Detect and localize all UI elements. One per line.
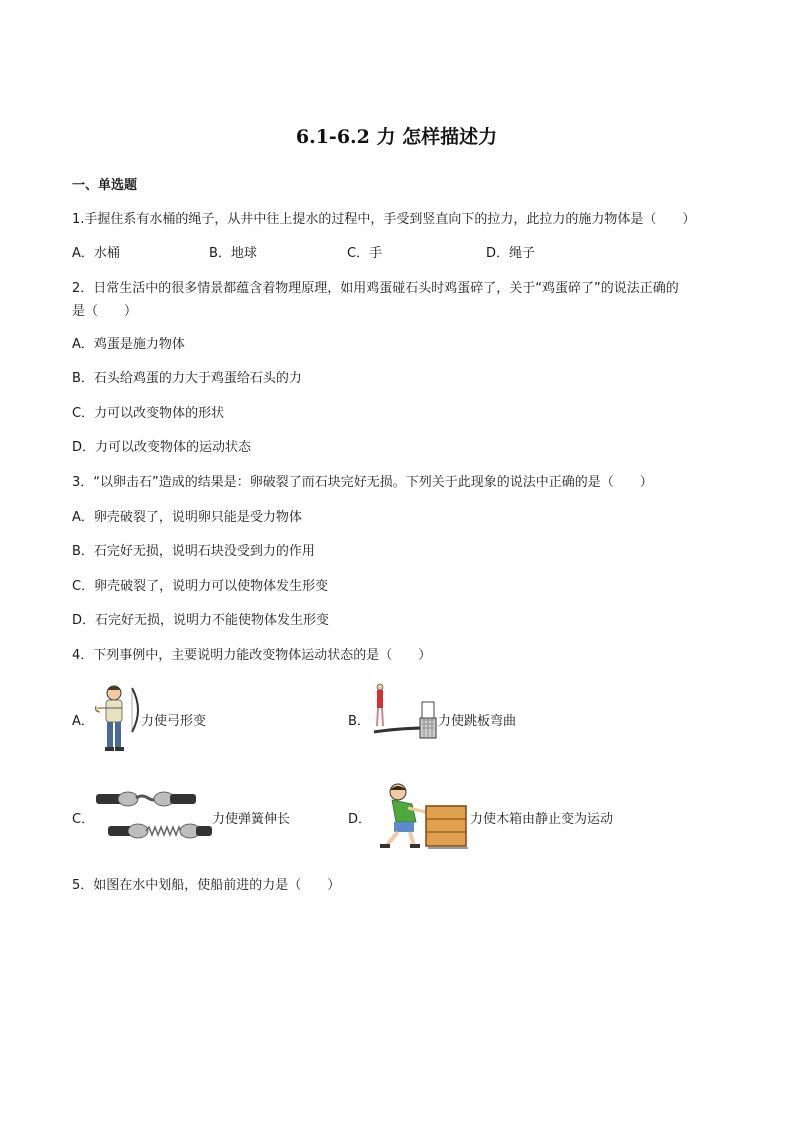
q3-option-a: A．卵壳破裂了，说明卵只能是受力物体 (72, 510, 302, 525)
q1-option-a: A．水桶 (72, 246, 120, 261)
question-2-stem-line1: 2．日常生活中的很多情景都蕴含着物理原理，如用鸡蛋碰石头时鸡蛋碎了，关于“鸡蛋碎了”的说法正确的 (72, 281, 679, 296)
q2-option-c: C．力可以改变物体的形状 (72, 406, 225, 421)
q4-option-a-text: 力使弓形变 (141, 714, 207, 729)
q4-option-d-letter: D． (348, 812, 372, 827)
question-3-stem: 3．“以卵击石”造成的结果是：卵破裂了而石块完好无损。下列关于此现象的说法中正确的是（ ） (72, 475, 653, 490)
q1-option-b: B．地球 (209, 246, 257, 261)
diving-board-figure (370, 682, 440, 744)
spring-figure (96, 786, 212, 848)
q3-option-c: C．卵壳破裂了，说明力可以使物体发生形变 (72, 579, 329, 594)
q1-option-d: D．绳子 (486, 246, 536, 261)
q4-option-c-letter: C． (72, 812, 95, 827)
q2-option-b: B．石头给鸡蛋的力大于鸡蛋给石头的力 (72, 371, 302, 386)
archer-figure (92, 682, 140, 754)
question-4-stem: 4．下列事例中，主要说明力能改变物体运动状态的是（ ） (72, 648, 432, 663)
box-push-figure (372, 782, 470, 852)
q4-option-a-letter: A． (72, 714, 94, 729)
q1-option-c: C．手 (347, 246, 383, 261)
q3-option-d: D．石完好无损，说明力不能使物体发生形变 (72, 613, 330, 628)
q4-option-d-text: 力使木箱由静止变为运动 (470, 812, 614, 827)
q3-option-b: B．石完好无损，说明石块没受到力的作用 (72, 544, 315, 559)
q4-option-b-text: 力使跳板弯曲 (438, 714, 517, 729)
section-heading: 一、单选题 (72, 178, 138, 193)
question-5-stem: 5．如图在水中划船，使船前进的力是（ ） (72, 878, 341, 893)
q2-option-d: D．力可以改变物体的运动状态 (72, 440, 252, 455)
question-1-stem: 1.手握住系有水桶的绳子，从井中往上提水的过程中，手受到竖直向下的拉力，此拉力的施力物体是（ ） (72, 212, 696, 227)
question-2-stem-line2: 是（ ） (72, 304, 138, 319)
q4-option-b-letter: B． (348, 714, 370, 729)
q2-option-a: A．鸡蛋是施力物体 (72, 337, 185, 352)
q4-option-c-text: 力使弹簧伸长 (212, 812, 291, 827)
page-title: 6.1-6.2 力 怎样描述力 (295, 126, 498, 148)
